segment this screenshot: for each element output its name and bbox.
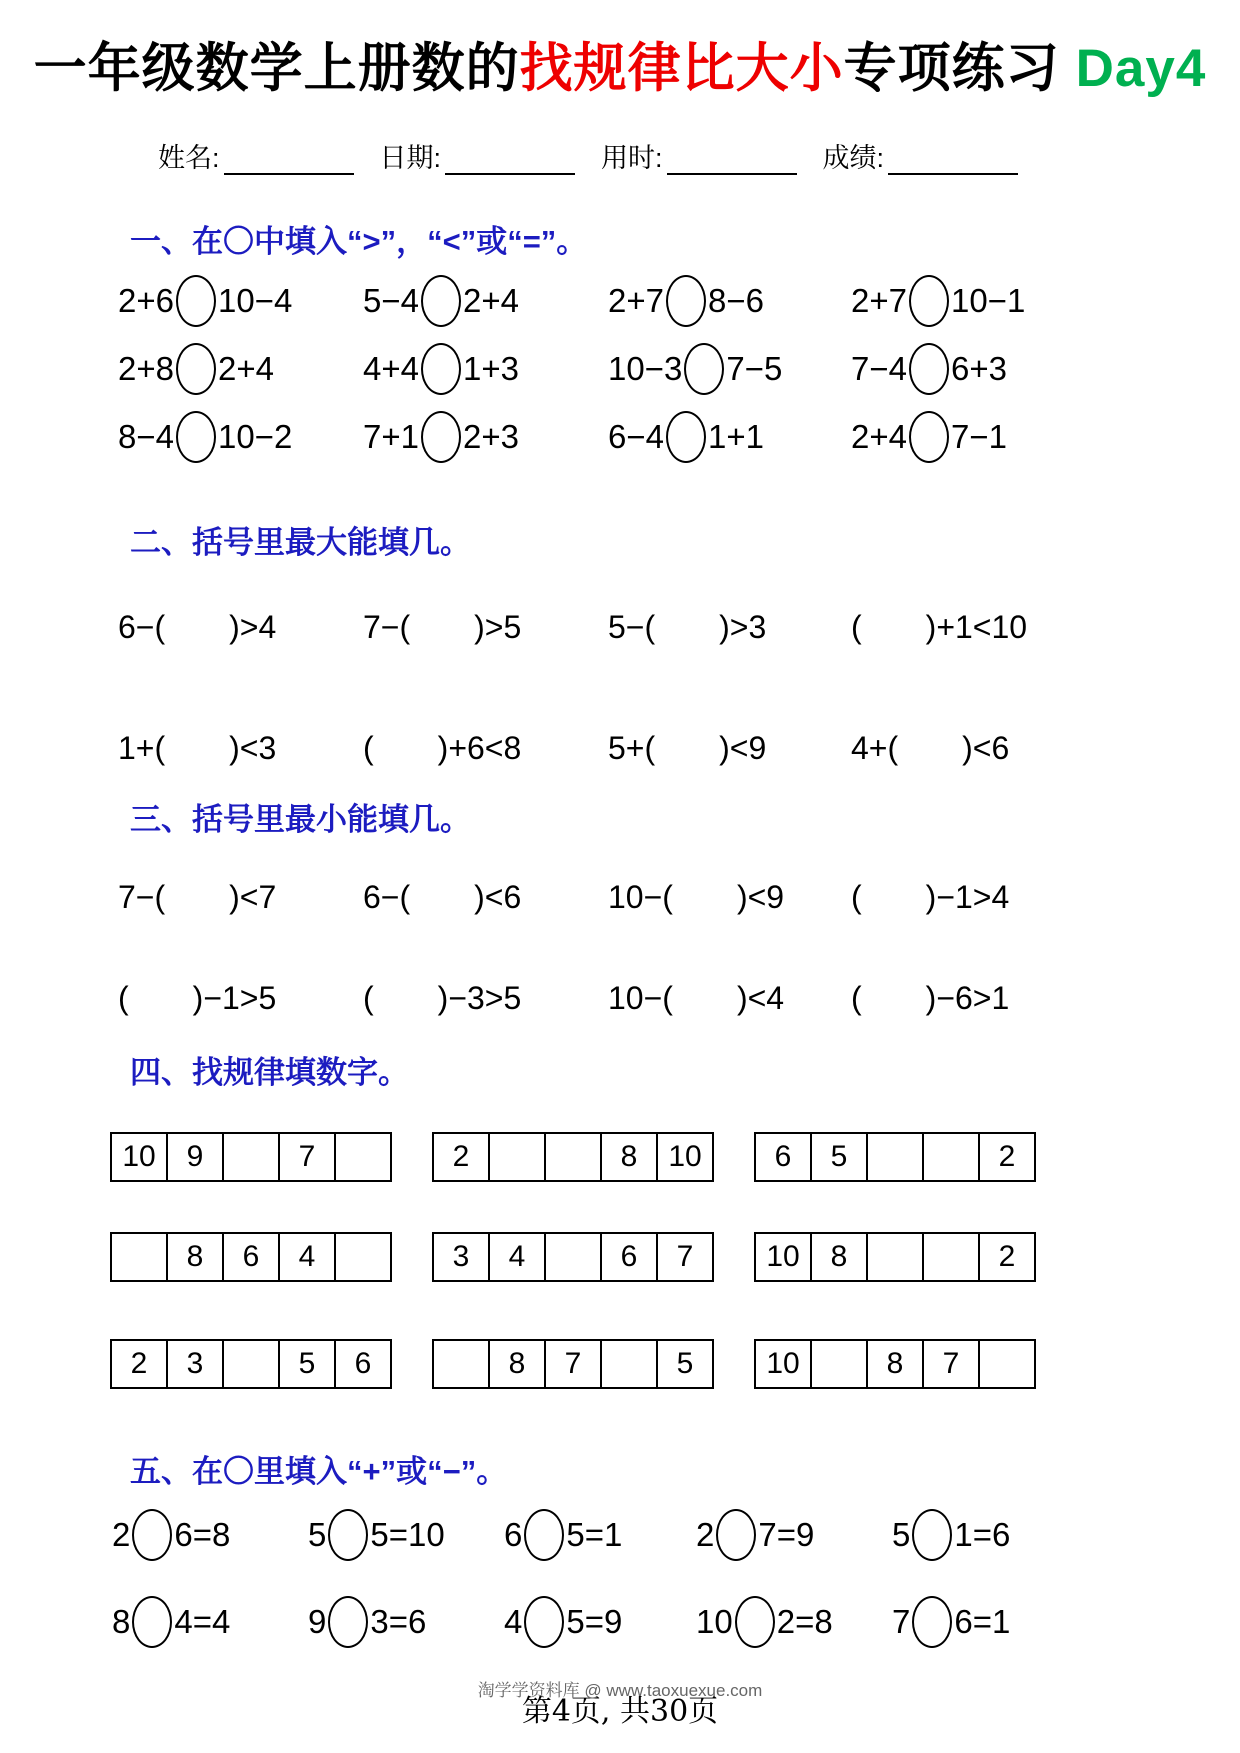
comparison-problem xyxy=(608,343,851,395)
answer-circle xyxy=(176,343,216,395)
sequence-cell-empty xyxy=(923,1233,979,1281)
sequence-cell: 3 xyxy=(433,1233,489,1281)
name-label: 姓名: xyxy=(158,143,220,173)
operator-problem xyxy=(308,1596,504,1648)
answer-circle xyxy=(176,275,216,327)
bracket-problem: ( )−3>5 xyxy=(363,980,522,1016)
sequence-cell-empty xyxy=(867,1233,923,1281)
sequence-cell: 6 xyxy=(223,1233,279,1281)
left-number: 7 xyxy=(892,1603,911,1640)
sequence-cell: 7 xyxy=(923,1340,979,1388)
section-3-heading: 三、括号里最小能填几。 xyxy=(130,802,471,837)
bracket-problem: 5−( )>3 xyxy=(608,609,767,645)
time-used-blank-line xyxy=(667,147,797,175)
bracket-problem: 5+( )<9 xyxy=(608,730,767,766)
right-equation: 4=4 xyxy=(174,1603,231,1640)
right-expression: 1+1 xyxy=(707,418,764,455)
answer-circle xyxy=(684,343,724,395)
right-equation: 6=1 xyxy=(954,1603,1011,1640)
left-expression: 2+4 xyxy=(851,418,907,455)
section-5-heading: 五、在〇里填入“+”或“−”。 xyxy=(130,1454,508,1489)
section-1-heading: 一、在〇中填入“>”，“<”或“=”。 xyxy=(130,224,588,259)
score-blank-line xyxy=(888,147,1018,175)
sequence-cell: 7 xyxy=(545,1340,601,1388)
left-number: 8 xyxy=(112,1603,131,1640)
comparison-problem xyxy=(363,343,608,395)
comparison-problem xyxy=(363,411,608,463)
sequence-cell: 2 xyxy=(979,1133,1035,1181)
sequence-cell: 6 xyxy=(601,1233,657,1281)
left-expression: 6−4 xyxy=(608,418,664,455)
sequence-cell: 10 xyxy=(111,1133,167,1181)
right-expression: 10−2 xyxy=(217,418,293,455)
operator-problem xyxy=(892,1509,1240,1561)
left-expression: 2+7 xyxy=(608,282,664,319)
title-part-black2: 专项练习 xyxy=(843,39,1060,98)
section-4-row-2 xyxy=(110,1232,1240,1282)
right-expression: 6+3 xyxy=(950,350,1007,387)
answer-circle xyxy=(909,343,949,395)
sequence-cell: 8 xyxy=(867,1340,923,1388)
right-expression: 1+3 xyxy=(462,350,519,387)
left-number: 2 xyxy=(112,1516,131,1553)
operator-problem xyxy=(308,1509,504,1561)
name-field xyxy=(158,136,354,175)
left-number: 5 xyxy=(308,1516,327,1553)
comparison-problem xyxy=(608,411,851,463)
sequence-cell: 7 xyxy=(657,1233,713,1281)
date-blank-line xyxy=(445,147,575,175)
right-expression: 2+4 xyxy=(217,350,274,387)
title-day-label: Day4 xyxy=(1075,39,1207,98)
left-expression: 7+1 xyxy=(363,418,419,455)
sequence-cell-empty xyxy=(433,1340,489,1388)
right-equation: 3=6 xyxy=(370,1603,427,1640)
operator-problem xyxy=(696,1509,892,1561)
sequence-cell: 4 xyxy=(279,1233,335,1281)
right-expression: 7−1 xyxy=(950,418,1007,455)
right-equation: 1=6 xyxy=(954,1516,1011,1553)
sequence-cell-empty xyxy=(223,1340,279,1388)
sequence-cell-empty xyxy=(867,1133,923,1181)
operator-problem xyxy=(112,1509,308,1561)
operator-circle xyxy=(524,1509,564,1561)
sequence-cell-empty xyxy=(489,1133,545,1181)
sequence-cell-empty xyxy=(811,1340,867,1388)
sequence-cell-empty xyxy=(223,1133,279,1181)
bracket-problem: 7−( )<7 xyxy=(118,879,277,915)
bracket-problem: 6−( )>4 xyxy=(118,609,277,645)
bracket-problem: ( )−6>1 xyxy=(851,980,1010,1016)
comparison-problem xyxy=(608,275,851,327)
right-expression: 2+3 xyxy=(462,418,519,455)
left-expression: 10−3 xyxy=(608,350,683,387)
right-expression: 10−4 xyxy=(217,282,293,319)
answer-circle xyxy=(666,275,706,327)
section-2-row-1 xyxy=(118,602,1240,648)
bracket-problem: 7−( )>5 xyxy=(363,609,522,645)
operator-circle xyxy=(328,1596,368,1648)
section-1-row-2 xyxy=(118,343,1240,395)
sequence-cell: 5 xyxy=(657,1340,713,1388)
score-label: 成绩: xyxy=(822,143,885,173)
left-number: 2 xyxy=(696,1516,715,1553)
sequence-cell: 7 xyxy=(279,1133,335,1181)
left-expression: 4+4 xyxy=(363,350,419,387)
title-part-black1: 一年级数学上册数的 xyxy=(33,39,520,98)
time-used-field xyxy=(601,136,797,175)
sequence-cell: 3 xyxy=(167,1340,223,1388)
right-equation: 5=1 xyxy=(566,1516,623,1553)
right-equation: 2=8 xyxy=(776,1603,833,1640)
operator-circle xyxy=(132,1596,172,1648)
section-5-row-2 xyxy=(112,1596,1240,1648)
left-number: 4 xyxy=(504,1603,523,1640)
left-expression: 2+7 xyxy=(851,282,907,319)
bracket-problem: ( )−1>4 xyxy=(851,879,1010,915)
left-expression: 2+8 xyxy=(118,350,174,387)
sequence-cell: 10 xyxy=(657,1133,713,1181)
operator-problem xyxy=(892,1596,1240,1648)
comparison-problem xyxy=(851,275,1240,327)
sequence-cell: 5 xyxy=(811,1133,867,1181)
answer-circle xyxy=(176,411,216,463)
sequence-cell: 2 xyxy=(979,1233,1035,1281)
section-1-row-1 xyxy=(118,275,1240,327)
operator-problem xyxy=(504,1509,696,1561)
sequence-cell: 6 xyxy=(335,1340,391,1388)
bracket-problem: ( )+1<10 xyxy=(851,609,1028,645)
sequence-cell-empty xyxy=(545,1133,601,1181)
number-sequence-table xyxy=(754,1132,1036,1182)
section-3-row-2 xyxy=(118,973,1240,1019)
sequence-cell-empty xyxy=(601,1340,657,1388)
sequence-cell: 8 xyxy=(489,1340,545,1388)
sequence-cell: 4 xyxy=(489,1233,545,1281)
date-field xyxy=(380,136,576,175)
operator-problem xyxy=(112,1596,308,1648)
right-expression: 8−6 xyxy=(707,282,764,319)
operator-circle xyxy=(132,1509,172,1561)
bracket-problem: ( )−1>5 xyxy=(118,980,277,1016)
number-sequence-table xyxy=(754,1339,1036,1389)
operator-circle xyxy=(716,1509,756,1561)
page-indicator: 第4页, 共30页 xyxy=(521,1694,719,1729)
left-expression: 5−4 xyxy=(363,282,419,319)
sequence-cell: 8 xyxy=(601,1133,657,1181)
section-4-row-3 xyxy=(110,1339,1240,1389)
sequence-cell-empty xyxy=(335,1133,391,1181)
worksheet-title xyxy=(0,0,1240,102)
left-number: 5 xyxy=(892,1516,911,1553)
section-1-row-3 xyxy=(118,411,1240,463)
bracket-problem: 10−( )<4 xyxy=(608,980,785,1016)
student-info-line xyxy=(158,136,1240,175)
operator-problem xyxy=(504,1596,696,1648)
title-part-red: 找规律比大小 xyxy=(519,39,844,98)
answer-circle xyxy=(421,275,461,327)
sequence-cell-empty xyxy=(545,1233,601,1281)
operator-problem xyxy=(696,1596,892,1648)
section-2-heading: 二、括号里最大能填几。 xyxy=(130,525,471,560)
section-2-row-2 xyxy=(118,723,1240,769)
answer-circle xyxy=(909,411,949,463)
date-label: 日期: xyxy=(379,143,442,173)
sequence-cell-empty xyxy=(923,1133,979,1181)
answer-circle xyxy=(909,275,949,327)
comparison-problem xyxy=(363,275,608,327)
left-number: 9 xyxy=(308,1603,327,1640)
bracket-problem: 10−( )<9 xyxy=(608,879,785,915)
score-field xyxy=(823,136,1019,175)
right-equation: 5=10 xyxy=(370,1516,445,1553)
sequence-cell: 8 xyxy=(167,1233,223,1281)
sequence-cell: 8 xyxy=(811,1233,867,1281)
number-sequence-table xyxy=(432,1339,714,1389)
answer-circle xyxy=(421,343,461,395)
comparison-problem xyxy=(851,411,1240,463)
right-equation: 6=8 xyxy=(174,1516,231,1553)
sequence-cell: 6 xyxy=(755,1133,811,1181)
bracket-problem: 1+( )<3 xyxy=(118,730,277,766)
sequence-cell: 9 xyxy=(167,1133,223,1181)
answer-circle xyxy=(666,411,706,463)
operator-circle xyxy=(912,1509,952,1561)
comparison-problem xyxy=(118,343,363,395)
section-4-heading: 四、找规律填数字。 xyxy=(130,1055,409,1090)
right-equation: 5=9 xyxy=(566,1603,623,1640)
sequence-cell: 2 xyxy=(433,1133,489,1181)
watermark-text: 淘学学资料库 @ www.taoxuexue.com xyxy=(477,1681,763,1700)
bracket-problem: 6−( )<6 xyxy=(363,879,522,915)
right-equation: 7=9 xyxy=(758,1516,815,1553)
sequence-cell: 5 xyxy=(279,1340,335,1388)
number-sequence-table xyxy=(432,1232,714,1282)
sequence-cell: 10 xyxy=(755,1233,811,1281)
number-sequence-table xyxy=(110,1232,392,1282)
section-4-row-1 xyxy=(110,1132,1240,1182)
sequence-cell: 10 xyxy=(755,1340,811,1388)
right-expression: 2+4 xyxy=(462,282,519,319)
section-3-row-1 xyxy=(118,872,1240,918)
number-sequence-table xyxy=(432,1132,714,1182)
right-expression: 7−5 xyxy=(726,350,783,387)
section-5-row-1 xyxy=(112,1509,1240,1561)
number-sequence-table xyxy=(110,1339,392,1389)
sequence-cell-empty xyxy=(335,1233,391,1281)
comparison-problem xyxy=(851,343,1240,395)
number-sequence-table xyxy=(110,1132,392,1182)
left-expression: 7−4 xyxy=(851,350,907,387)
sequence-cell-empty xyxy=(111,1233,167,1281)
operator-circle xyxy=(735,1596,775,1648)
bracket-problem: ( )+6<8 xyxy=(363,730,522,766)
operator-circle xyxy=(328,1509,368,1561)
comparison-problem xyxy=(118,411,363,463)
left-number: 6 xyxy=(504,1516,523,1553)
bracket-problem: 4+( )<6 xyxy=(851,730,1010,766)
operator-circle xyxy=(912,1596,952,1648)
comparison-problem xyxy=(118,275,363,327)
left-expression: 8−4 xyxy=(118,418,174,455)
sequence-cell: 2 xyxy=(111,1340,167,1388)
number-sequence-table xyxy=(754,1232,1036,1282)
left-number: 10 xyxy=(696,1603,733,1640)
operator-circle xyxy=(524,1596,564,1648)
left-expression: 2+6 xyxy=(118,282,174,319)
sequence-cell-empty xyxy=(979,1340,1035,1388)
name-blank-line xyxy=(224,147,354,175)
right-expression: 10−1 xyxy=(950,282,1026,319)
answer-circle xyxy=(421,411,461,463)
time-used-label: 用时: xyxy=(601,143,663,173)
